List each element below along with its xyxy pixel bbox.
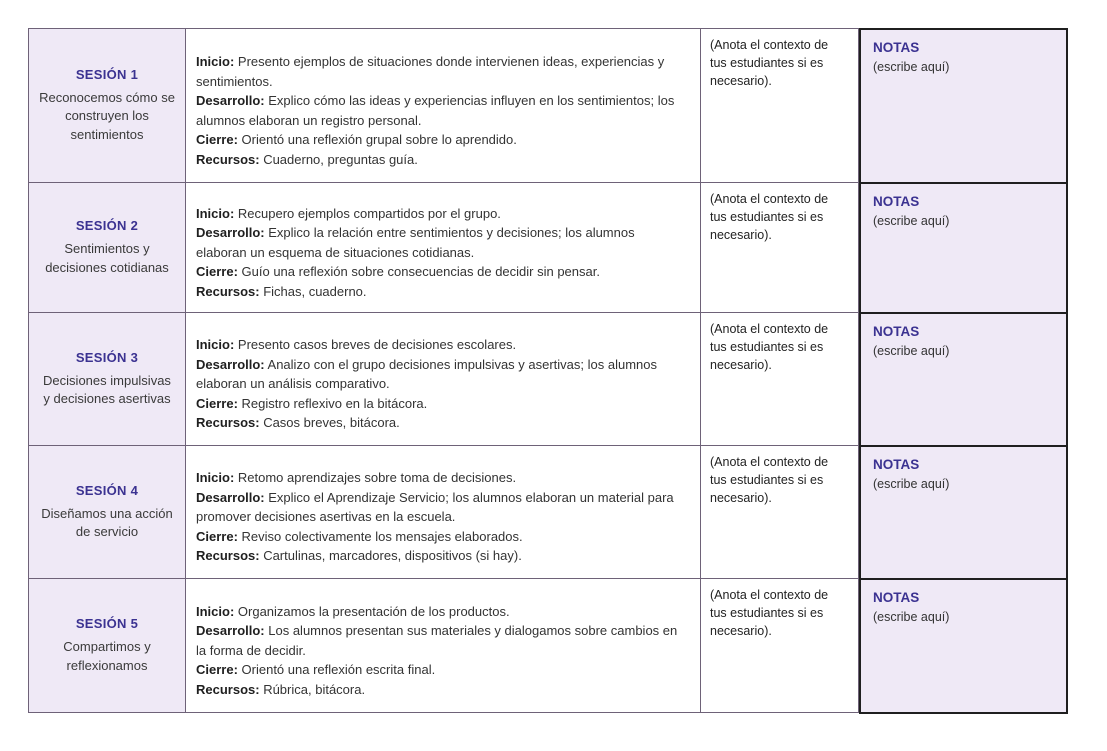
notas-input-cell[interactable] [860,313,1067,446]
notas-row [860,29,1067,183]
lesson-step [196,91,686,130]
step-label: Desarrollo: [196,93,265,108]
context-note: (Anota el contexto de tus estudiantes si es necesario). [710,322,829,373]
step-text: Fichas, cuaderno. [259,283,367,299]
main-table-body [29,29,859,713]
table-row [29,29,859,183]
description-cell [186,313,701,446]
step-label: Cierre: [196,395,238,411]
table-row [29,183,859,313]
session-steps [196,52,686,169]
step-text: Explico el Aprendizaje Servicio; los alumnos elaboran un material para promover decisiones asertivas en la escuela. [196,489,674,525]
session-title: SESIÓN 2 [75,218,139,234]
notas-row [860,446,1067,579]
session-steps [196,335,686,433]
description-cell [186,579,701,713]
description-cell [186,446,701,579]
step-label: Desarrollo: [196,489,265,505]
session-subtitle: Reconocemos cómo se construyen los sentimientos [39,90,175,142]
lesson-step [196,223,686,262]
step-text: Guío una reflexión sobre consecuencias de decidir sin pensar. [237,264,600,280]
step-label: Inicio: [196,205,235,221]
lesson-step [196,52,686,91]
step-label: Recursos: [196,548,260,564]
step-label: Cierre: [196,528,238,544]
lesson-step [196,488,686,527]
lesson-step [196,413,686,433]
step-label: Recursos: [196,283,260,299]
notas-placeholder: (escribe aquí) [873,60,950,74]
description-cell [186,183,701,313]
lesson-step [196,150,686,170]
notas-input-cell[interactable] [860,29,1067,183]
lesson-step [196,355,686,394]
step-text: Presento ejemplos de situaciones donde intervienen ideas, experiencias y sentimientos. [196,54,665,89]
step-text: Rúbrica, bitácora. [259,681,366,697]
step-text: Orientó una reflexión escrita final. [237,662,436,678]
session-title: SESIÓN 4 [75,482,139,498]
step-text: Explico la relación entre sentimientos y decisiones; los alumnos elaboran un esquema de situaciones cotidianas. [196,225,635,260]
session-cell [29,446,186,579]
context-input-cell[interactable] [701,579,859,713]
step-text: Cuaderno, preguntas guía. [259,151,418,167]
notas-table-body [860,29,1067,713]
step-label: Inicio: [196,603,235,619]
notas-input-cell[interactable] [860,446,1067,579]
step-text: Casos breves, bitácora. [259,415,400,431]
step-label: Inicio: [196,470,235,486]
lesson-step [196,527,686,547]
lesson-step [196,621,686,660]
context-input-cell[interactable] [701,446,859,579]
step-text: Registro reflexivo en la bitácora. [237,395,428,411]
notas-row [860,183,1067,313]
session-cell [29,579,186,713]
session-subtitle: Diseñamos una acción de servicio [41,505,173,539]
notas-title: NOTAS [873,457,920,472]
lesson-step [196,204,686,224]
notas-title: NOTAS [873,590,920,605]
session-steps [196,602,686,700]
session-cell [29,183,186,313]
session-table [28,28,859,713]
notas-row [860,313,1067,446]
session-subtitle: Decisiones impulsivas y decisiones asertivas [43,372,171,406]
context-input-cell[interactable] [701,183,859,313]
notas-title: NOTAS [873,324,920,339]
lesson-plan-layout [28,28,1065,714]
session-subtitle: Sentimientos y decisiones cotidianas [45,241,169,275]
step-label: Cierre: [196,264,238,280]
lesson-step [196,680,686,700]
lesson-step [196,602,686,622]
step-text: Orientó una reflexión grupal sobre lo aprendido. [237,132,517,147]
lesson-step [196,468,686,488]
step-label: Desarrollo: [196,356,265,372]
description-cell [186,29,701,183]
notas-placeholder: (escribe aquí) [873,214,950,228]
step-text: Cartulinas, marcadores, dispositivos (si hay). [259,548,522,564]
session-cell [29,29,186,183]
table-row [29,313,859,446]
notas-placeholder: (escribe aquí) [873,344,950,358]
step-label: Cierre: [196,662,238,678]
notas-input-cell[interactable] [860,579,1067,713]
step-text: Retomo aprendizajes sobre toma de decisiones. [234,470,517,486]
step-label: Recursos: [196,681,260,697]
session-title: SESIÓN 3 [75,349,139,365]
lesson-step [196,546,686,566]
step-text: Organizamos la presentación de los productos. [234,603,510,619]
step-text: Analizo con el grupo decisiones impulsivas y asertivas; los alumnos elaboran un análisis comparativo. [196,356,658,392]
step-label: Desarrollo: [196,225,265,241]
step-text: Reviso colectivamente los mensajes elaborados. [237,528,523,544]
table-row [29,579,859,713]
context-input-cell[interactable] [701,313,859,446]
step-label: Cierre: [196,132,238,147]
context-note: (Anota el contexto de tus estudiantes si es necesario). [710,455,829,506]
context-note: (Anota el contexto de tus estudiantes si es necesario). [710,588,829,639]
step-label: Recursos: [196,415,260,431]
notas-title: NOTAS [873,40,920,55]
step-label: Recursos: [196,151,260,167]
notas-row [860,579,1067,713]
lesson-step [196,130,686,150]
lesson-step [196,335,686,355]
session-cell [29,313,186,446]
notas-title: NOTAS [873,194,920,209]
step-text: Recupero ejemplos compartidos por el grupo. [234,205,501,221]
step-text: Los alumnos presentan sus materiales y dialogamos sobre cambios en la forma de decidir. [196,623,678,658]
step-text: Presento casos breves de decisiones escolares. [234,337,517,353]
notas-input-cell[interactable] [860,183,1067,313]
lesson-step [196,660,686,680]
step-text: Explico cómo las ideas y experiencias influyen en los sentimientos; los alumnos elaboran un registro personal. [196,93,675,128]
notas-placeholder: (escribe aquí) [873,610,950,624]
session-steps [196,468,686,566]
lesson-step [196,262,686,282]
context-note: (Anota el contexto de tus estudiantes si es necesario). [710,192,829,243]
notas-table [859,28,1068,714]
notas-placeholder: (escribe aquí) [873,477,950,491]
session-subtitle: Compartimos y reflexionamos [63,639,151,673]
step-label: Inicio: [196,54,235,69]
step-label: Inicio: [196,337,235,353]
table-row [29,446,859,579]
session-title: SESIÓN 5 [75,616,139,632]
step-label: Desarrollo: [196,623,265,639]
context-note: (Anota el contexto de tus estudiantes si es necesario). [710,38,829,89]
context-input-cell[interactable] [701,29,859,183]
session-title: SESIÓN 1 [75,67,139,83]
lesson-step [196,394,686,414]
lesson-step [196,282,686,302]
session-steps [196,204,686,302]
